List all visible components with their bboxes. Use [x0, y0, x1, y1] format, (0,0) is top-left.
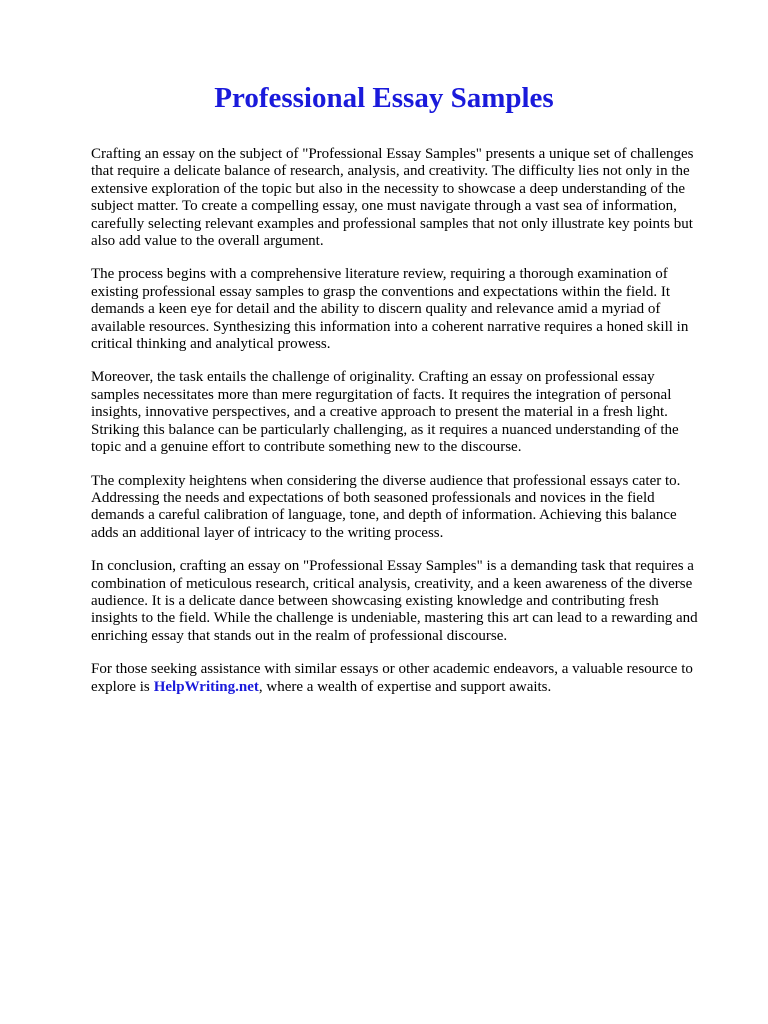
closing-suffix: , where a wealth of expertise and support awaits. [258, 678, 552, 695]
text-line: critical thinking and analytical prowess. [91, 336, 331, 353]
text-line: existing professional essay samples to grasp the conventions and expectations within the field. It [91, 283, 671, 300]
text-line: Striking this balance can be particularly challenging, as it requires a nuanced understanding of the [91, 421, 679, 438]
text-line: adds an additional layer of intricacy to the writing process. [91, 524, 444, 541]
paragraph-2 [91, 266, 731, 353]
text-line: subject matter. To create a compelling essay, one must navigate through a vast sea of information, [91, 198, 677, 215]
text-line: demands a careful calibration of language, tone, and depth of information. Achieving this balance [91, 507, 677, 524]
text-line: available resources. Synthesizing this information into a coherent narrative requires a honed skill in [91, 318, 689, 335]
closing-line [91, 679, 731, 696]
text-line: demands a keen eye for detail and the ability to discern quality and relevance amid a myriad of [91, 301, 661, 318]
text-line: For those seeking assistance with similar essays or other academic endeavors, a valuable resource to [91, 661, 693, 678]
paragraph-5 [91, 558, 731, 645]
essay-body [91, 146, 731, 712]
closing-paragraph [91, 661, 731, 696]
text-line: carefully selecting relevant examples and professional samples that not only illustrate key points but [91, 215, 693, 232]
helpwriting-link[interactable]: HelpWriting.net [153, 678, 259, 695]
text-line: extensive exploration of the topic but also in the necessity to showcase a deep understanding of the [91, 180, 686, 197]
text-line: combination of meticulous research, critical analysis, creativity, and a keen awareness of the diverse [91, 575, 693, 592]
paragraph-3 [91, 369, 731, 456]
paragraph-1 [91, 146, 731, 250]
text-line: Moreover, the task entails the challenge of originality. Crafting an essay on professional essay [91, 369, 655, 386]
text-line: Addressing the needs and expectations of both seasoned professionals and novices in the field [91, 489, 655, 506]
text-line: samples necessitates more than mere regurgitation of facts. It requires the integration of personal [91, 386, 672, 403]
page-title: Professional Essay Samples [214, 82, 554, 114]
text-line: The process begins with a comprehensive literature review, requiring a thorough examination of [91, 266, 668, 283]
text-line: insights to the field. While the challenge is undeniable, mastering this art can lead to a rewarding and [91, 610, 698, 627]
text-line: enriching essay that stands out in the realm of professional discourse. [91, 627, 508, 644]
text-line: In conclusion, crafting an essay on "Professional Essay Samples" is a demanding task that requires a [91, 558, 694, 575]
closing-prefix: explore is [91, 678, 150, 695]
text-line: The complexity heightens when considering the diverse audience that professional essays cater to. [91, 472, 681, 489]
text-line: also add value to the overall argument. [91, 233, 324, 250]
text-line: Crafting an essay on the subject of "Professional Essay Samples" presents a unique set of challenges [91, 146, 694, 162]
text-line: insights, innovative perspectives, and a creative approach to present the material in a fresh light. [91, 404, 668, 421]
text-line: audience. It is a delicate dance between showcasing existing knowledge and contributing fresh [91, 592, 659, 609]
text-line: topic and a genuine effort to contribute something new to the discourse. [91, 439, 522, 456]
paragraph-4 [91, 473, 731, 543]
text-line: that require a delicate balance of research, analysis, and creativity. The difficulty lies not only in the [91, 163, 690, 180]
